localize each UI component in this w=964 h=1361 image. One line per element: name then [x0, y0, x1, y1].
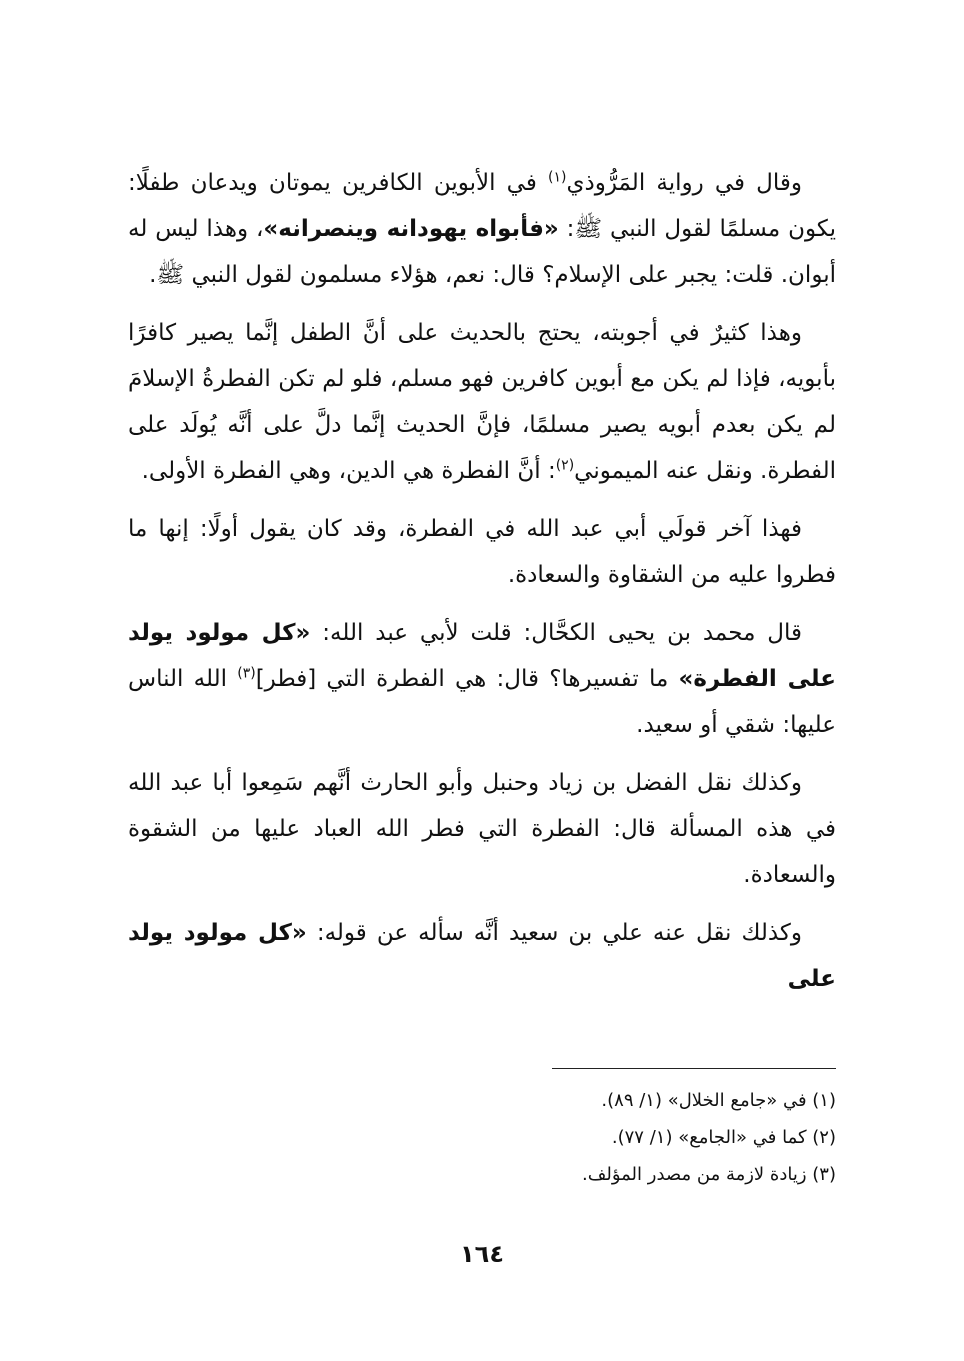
text-run: وهذا كثيرٌ في أجوبته، يحتج بالحديث على أنَّ الطفل إنَّما يصير كافرًا بأبويه، فإذا لم يكن مع أبوين كافرين فهو مسلم، فلو لم تكن الفطرةُ الإسلامَ لم يكن بعدم أبويه يصير مسلمًا، فإنَّ الحديث إنَّما دلَّ على أنَّه يُولَد على الفطرة. ونقل عنه الميموني	[128, 320, 836, 484]
text-run: وكذلك نقل عنه علي بن سعيد أنَّه سأله عن قوله:	[306, 920, 802, 946]
footnote-1: (١) في «جامع الخلال» (١/ ٨٩).	[601, 1090, 836, 1111]
paragraph-2	[128, 310, 836, 494]
text-run: وقال في رواية المَرُّوذي	[566, 170, 802, 196]
text-run: وكذلك نقل الفضل بن زياد وحنبل وأبو الحارث أنَّهم سَمِعوا أبا عبد الله في هذه المسألة قال: الفطرة التي فطر الله العباد عليها من الشقوة والسعادة.	[128, 770, 836, 888]
text-run: قال محمد بن يحيى الكحَّال: قلت لأبي عبد الله:	[310, 620, 802, 646]
text-run: الله الناس عليها: شقي أو سعيد.	[128, 666, 836, 738]
text-run: ما تفسيرها؟ قال: هي الفطرة التي [فطر]	[255, 666, 679, 692]
hadith-quote: «كل مولود يولد على الفطرة»	[128, 620, 837, 692]
footnote-ref-1: (١)	[548, 169, 567, 186]
paragraph-3	[128, 506, 836, 598]
paragraph-5	[128, 760, 836, 898]
text-run: في الأبوين الكافرين يموتان ويدعان طفلًا: يكون مسلمًا لقول النبي ﷺ:	[128, 170, 837, 242]
footnote-2: (٢) كما في «الجامع» (١/ ٧٧).	[611, 1127, 836, 1148]
paragraph-4	[128, 610, 836, 748]
text-run: فهذا آخر قولَي أبي عبد الله في الفطرة، وقد كان يقول أولًا: إنها ما فطروا عليه من الشقاوة والسعادة.	[128, 516, 836, 588]
main-text	[128, 160, 836, 1014]
hadith-quote: «فأبواه يهودانه وينصرانه»	[263, 216, 559, 242]
footnote-ref-2: (٢)	[555, 457, 575, 474]
text-run: ، وهذا ليس له أبوان. قلت: يجبر على الإسلام؟ قال: نعم، هؤلاء مسلمون لقول النبي ﷺ.	[128, 216, 836, 288]
footnote-3: (٣) زيادة لازمة من مصدر المؤلف.	[582, 1164, 836, 1185]
text-run: : أنَّ الفطرة هي الدين، وهي الفطرة الأولى.	[141, 458, 556, 484]
paragraph-6	[128, 910, 836, 1002]
hadith-quote: «كل مولود يولد على	[128, 920, 836, 992]
footnotes	[400, 1082, 836, 1193]
footnote-ref-3: (٣)	[237, 665, 256, 682]
paragraph-1	[128, 160, 836, 298]
page-number: ١٦٤	[460, 1240, 504, 1268]
footnote-divider	[552, 1068, 836, 1069]
